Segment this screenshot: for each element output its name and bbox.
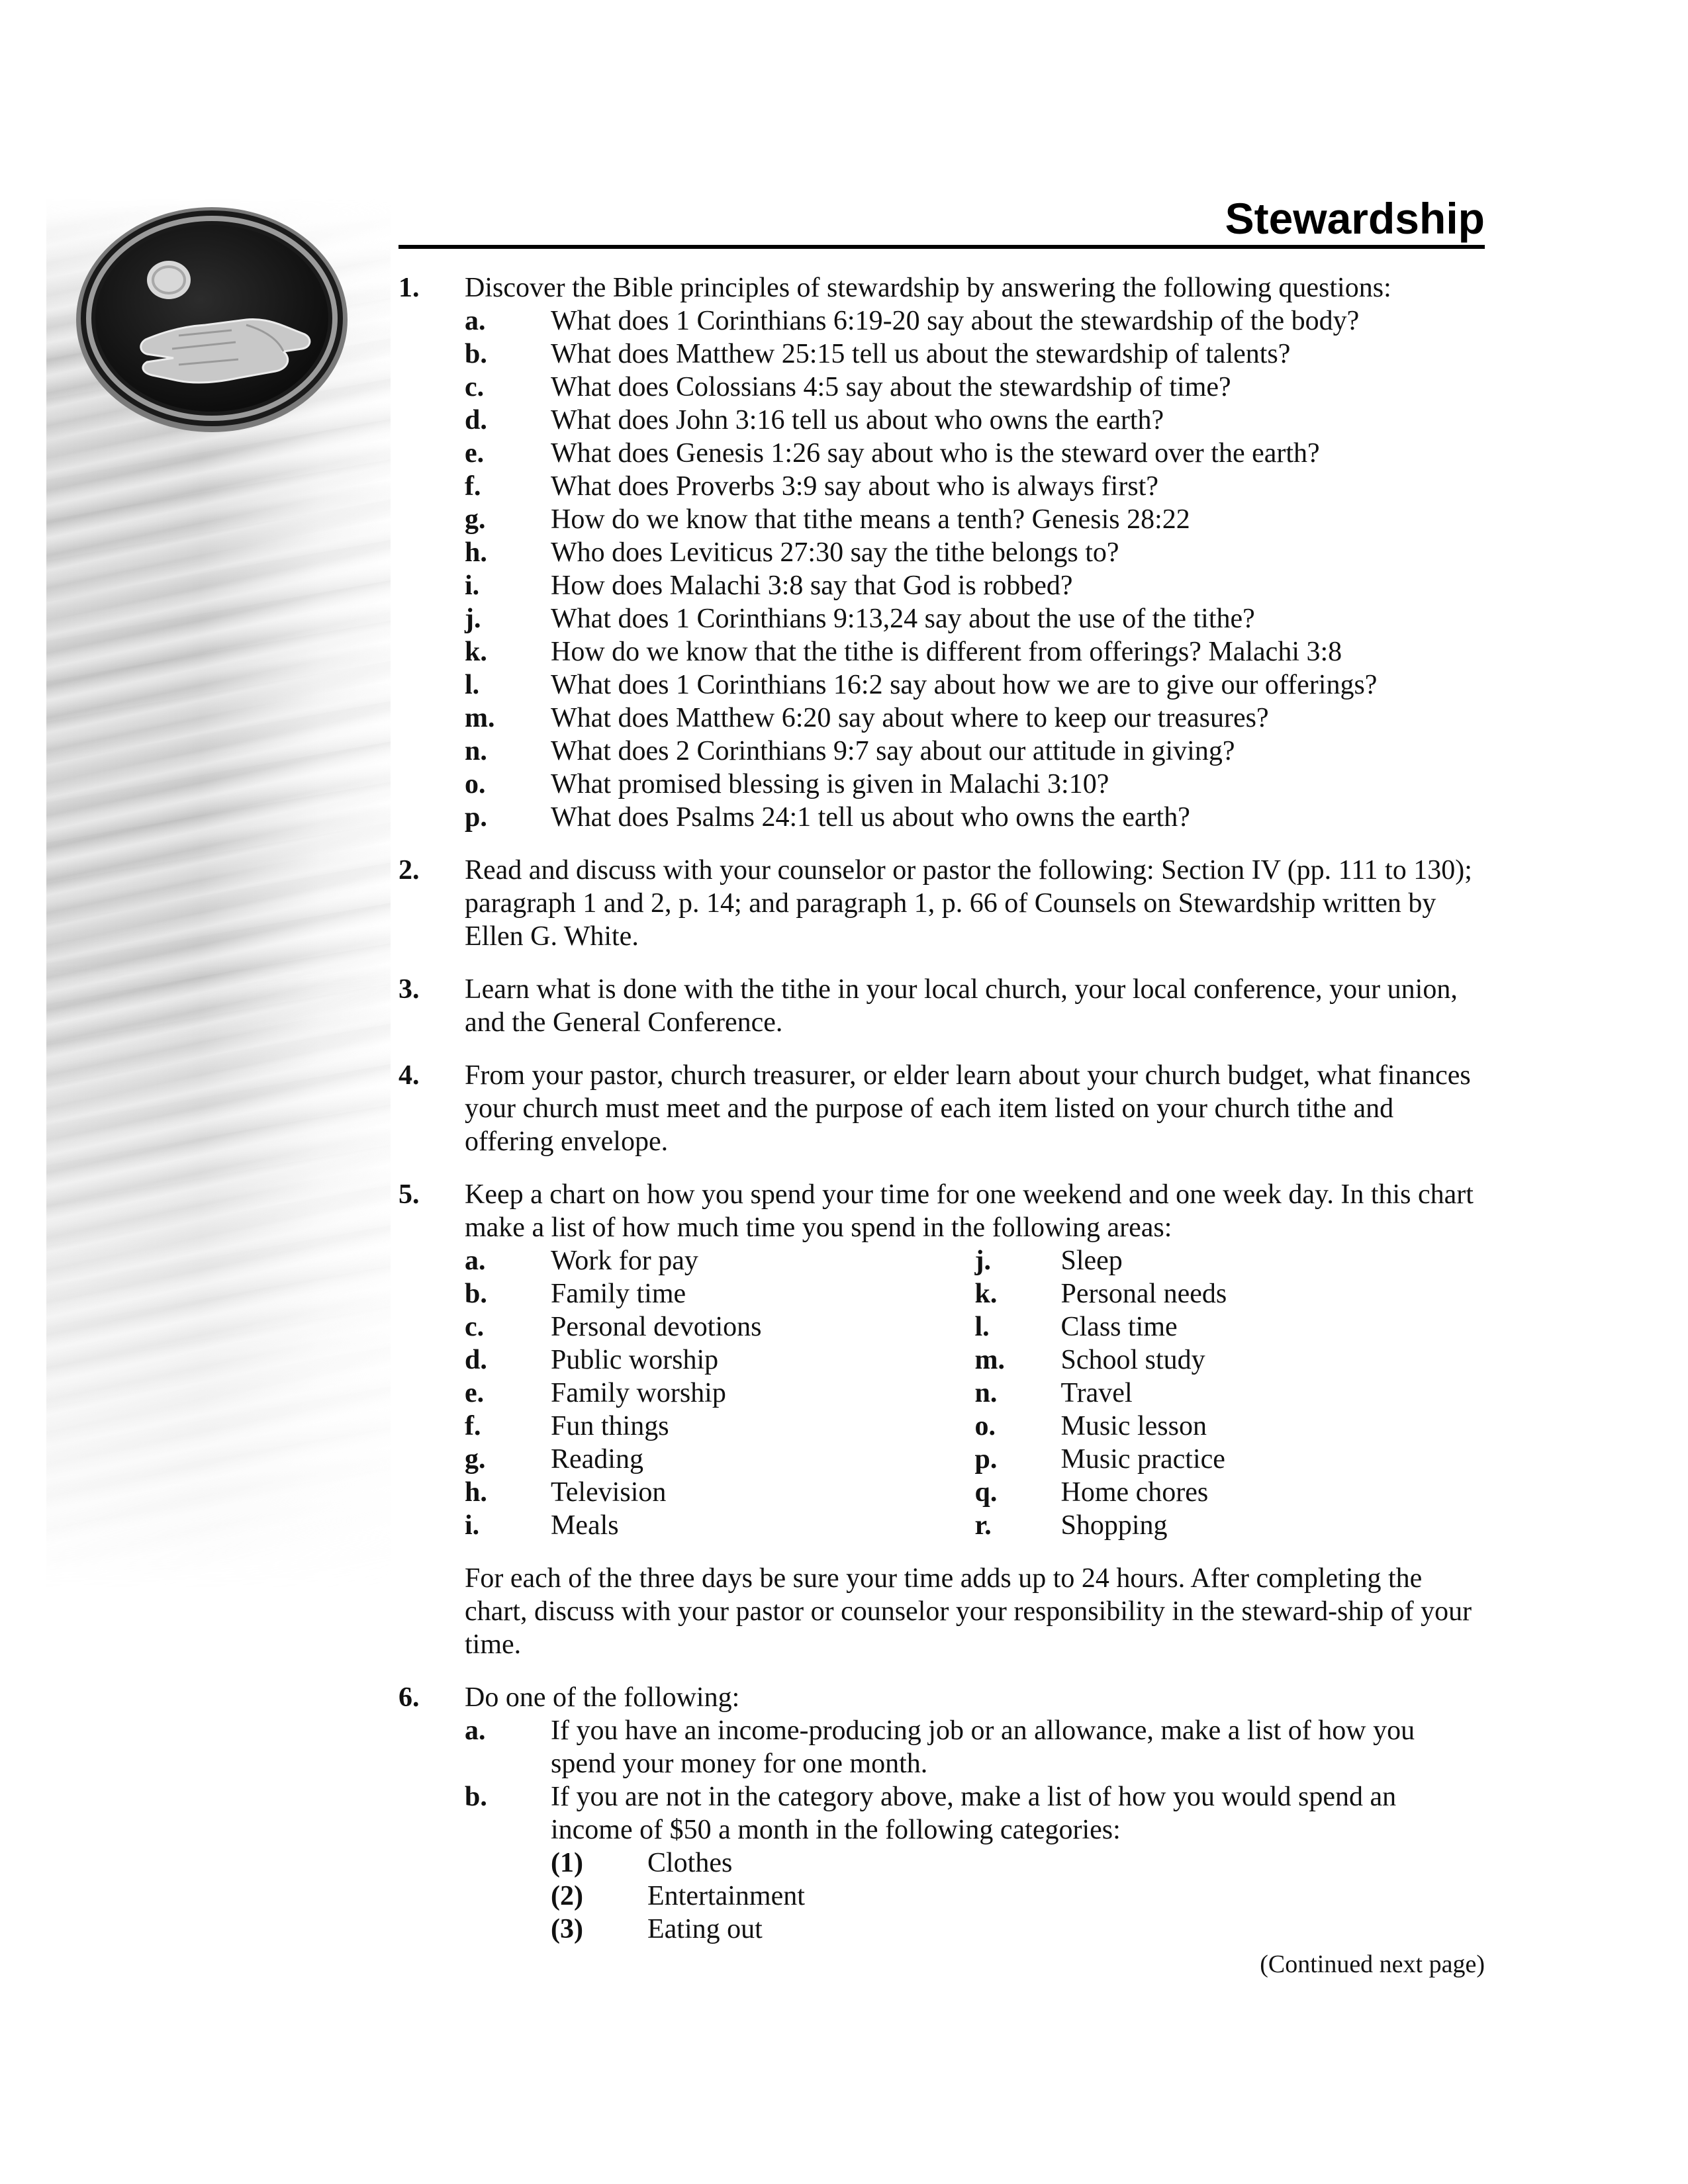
time-area (465, 1244, 975, 1277)
item-number: 4. (399, 1060, 420, 1091)
time-area-letter: b. (465, 1279, 487, 1309)
category-text: Eating out (647, 1914, 763, 1944)
time-area-text: Travel (1060, 1378, 1133, 1408)
time-areas-list (465, 1244, 1485, 1542)
time-area-text: School study (1060, 1345, 1205, 1375)
subitem (465, 702, 1485, 735)
time-area-letter: j. (974, 1246, 991, 1276)
time-area-letter: c. (465, 1312, 485, 1342)
item-text: Do one of the following: (465, 1682, 740, 1713)
subitem-text: How does Malachi 3:8 say that God is robbed? (551, 570, 1073, 601)
time-area-letter: h. (465, 1477, 487, 1508)
time-area-text: Sleep (1060, 1246, 1123, 1276)
time-area-text: Personal needs (1060, 1279, 1227, 1309)
time-area-text: Music practice (1060, 1444, 1225, 1475)
time-area (975, 1310, 1485, 1343)
item-text: Keep a chart on how you spend your time for one weekend and one week day. In this chart make a list of how much time you spend in the following areas: (465, 1179, 1474, 1243)
subitem-text: What does 1 Corinthians 16:2 say about how we are to give our offerings? (551, 670, 1378, 700)
subitem-letter: p. (465, 802, 487, 833)
item-text: Learn what is done with the tithe in your local church, your local conference, your union, and the General Conference. (465, 974, 1458, 1038)
time-area-text: Reading (551, 1444, 643, 1475)
item-text: Read and discuss with your counselor or pastor the following: Section IV (pp. 111 to 130); paragraph 1 and 2, p. 14; and paragraph 1, p. 66 of Counsels on Stewardship written by Ellen G. White. (465, 855, 1472, 952)
time-area-letter: p. (974, 1444, 998, 1475)
subitem (465, 1780, 1485, 1946)
subitem-text: What does 2 Corinthians 9:7 say about our attitude in giving? (551, 736, 1235, 766)
time-area (465, 1509, 975, 1542)
time-areas-left-column (465, 1244, 975, 1542)
item-number: 1. (399, 273, 420, 303)
time-area-text: Home chores (1060, 1477, 1209, 1508)
spending-category (551, 1846, 1485, 1880)
time-area (465, 1443, 975, 1476)
time-area (975, 1476, 1485, 1509)
subitem (465, 536, 1485, 569)
time-area-letter: o. (974, 1411, 996, 1441)
subitem-text: What does 1 Corinthians 9:13,24 say about the use of the tithe? (551, 604, 1255, 634)
subitem-letter: h. (465, 537, 487, 568)
subitem-letter: e. (465, 438, 485, 469)
time-area (975, 1377, 1485, 1410)
subitem-letter: d. (465, 405, 487, 435)
time-area (465, 1343, 975, 1377)
subitem (465, 801, 1485, 834)
subitem-text: What does Colossians 4:5 say about the stewardship of time? (551, 372, 1231, 402)
subitem-text: What does Proverbs 3:9 say about who is always first? (551, 471, 1158, 502)
subitem-text: If you are not in the category above, make a list of how you would spend an income of $50 a month in the following categories: (551, 1782, 1397, 1845)
time-area (975, 1410, 1485, 1443)
time-area (465, 1476, 975, 1509)
time-area-text: Class time (1060, 1312, 1178, 1342)
requirement-2 (399, 854, 1485, 953)
subitem (465, 503, 1485, 536)
subitem-text: What does Matthew 25:15 tell us about the stewardship of talents? (551, 339, 1291, 369)
subitem-letter: a. (465, 1715, 486, 1746)
item-number: 2. (399, 855, 420, 886)
time-area (975, 1277, 1485, 1310)
subitem-letter: l. (465, 670, 480, 700)
time-area (465, 1277, 975, 1310)
time-area-text: Television (551, 1477, 667, 1508)
time-area-letter: d. (465, 1345, 487, 1375)
subitem-letter: k. (465, 637, 487, 667)
time-area-text: Music lesson (1060, 1411, 1207, 1441)
subitem-text: If you have an income-producing job or an allowance, make a list of how you spend your money for one month. (551, 1715, 1415, 1779)
time-area (975, 1343, 1485, 1377)
page-title: Stewardship (1225, 194, 1485, 243)
subitem-letter: i. (465, 570, 480, 601)
subitem-text: What does 1 Corinthians 6:19-20 say about the stewardship of the body? (551, 306, 1360, 336)
subitem-letter: m. (465, 703, 495, 733)
subitem (465, 404, 1485, 437)
category-text: Entertainment (647, 1881, 805, 1911)
spending-category (551, 1880, 1485, 1913)
time-areas-right-column (975, 1244, 1485, 1542)
time-area-letter: q. (974, 1477, 998, 1508)
subitem-text: What does Psalms 24:1 tell us about who owns the earth? (551, 802, 1190, 833)
subitem-text: What promised blessing is given in Malachi 3:10? (551, 769, 1109, 799)
subitem (465, 735, 1485, 768)
continued-note: (Continued next page) (1260, 1950, 1485, 1978)
subitem (465, 371, 1485, 404)
subitem (465, 1714, 1485, 1780)
requirement-3 (399, 973, 1485, 1039)
requirements-list (399, 271, 1485, 1966)
category-text: Clothes (647, 1848, 733, 1878)
time-area-letter: f. (465, 1411, 481, 1441)
subitem-letter: b. (465, 1782, 487, 1812)
time-area-letter: i. (465, 1510, 480, 1541)
subitem-text: What does Genesis 1:26 say about who is the steward over the earth? (551, 438, 1320, 469)
time-area-text: Fun things (551, 1411, 669, 1441)
subitem-text: What does Matthew 6:20 say about where to keep our treasures? (551, 703, 1269, 733)
item-number: 6. (399, 1682, 420, 1713)
subitem-letter: g. (465, 504, 486, 535)
subitem-text: How do we know that the tithe is different from offerings? Malachi 3:8 (551, 637, 1342, 667)
time-area-letter: k. (974, 1279, 998, 1309)
time-area-letter: r. (974, 1510, 992, 1541)
time-area (975, 1443, 1485, 1476)
time-area-text: Personal devotions (551, 1312, 762, 1342)
time-area (465, 1377, 975, 1410)
time-chart-note: For each of the three days be sure your time adds up to 24 hours. After completing the chart, discuss with your pastor or counselor your responsibility in the steward-ship of your time. (465, 1563, 1472, 1660)
time-area (975, 1244, 1485, 1277)
subitem-text: How do we know that tithe means a tenth? Genesis 28:22 (551, 504, 1190, 535)
subitem-letter: o. (465, 769, 486, 799)
time-area-text: Family time (551, 1279, 686, 1309)
time-area-text: Public worship (551, 1345, 719, 1375)
time-area-letter: m. (974, 1345, 1005, 1375)
subitem (465, 668, 1485, 702)
category-label: (3) (551, 1914, 583, 1944)
time-area-text: Work for pay (551, 1246, 698, 1276)
requirement-4 (399, 1059, 1485, 1158)
subitem-text: Who does Leviticus 27:30 say the tithe belongs to? (551, 537, 1119, 568)
time-area (465, 1410, 975, 1443)
category-label: (2) (551, 1881, 583, 1911)
time-area-text: Shopping (1060, 1510, 1168, 1541)
spending-category (551, 1913, 1485, 1946)
subitem (465, 569, 1485, 602)
hand-coin-badge-icon (73, 195, 357, 440)
category-label: (1) (551, 1848, 583, 1878)
subitem-letter: f. (465, 471, 481, 502)
subitem (465, 437, 1485, 470)
subitem-letter: n. (465, 736, 487, 766)
requirement-1 (399, 271, 1485, 834)
title-divider (399, 245, 1485, 249)
subitem (465, 768, 1485, 801)
item-text: Discover the Bible principles of stewardship by answering the following questions: (465, 273, 1391, 303)
subitem (465, 338, 1485, 371)
subitem (465, 635, 1485, 668)
item-number: 5. (399, 1179, 420, 1210)
time-area-text: Meals (551, 1510, 619, 1541)
subitem (465, 602, 1485, 635)
subitem-text: What does John 3:16 tell us about who owns the earth? (551, 405, 1164, 435)
time-area-letter: n. (974, 1378, 998, 1408)
time-area-letter: a. (465, 1246, 486, 1276)
time-area-text: Family worship (551, 1378, 726, 1408)
requirement-6 (399, 1681, 1485, 1946)
time-area-letter: l. (974, 1312, 990, 1342)
time-area-letter: g. (465, 1444, 486, 1475)
time-area (975, 1509, 1485, 1542)
subitem-letter: b. (465, 339, 487, 369)
subitem-letter: c. (465, 372, 485, 402)
time-area-letter: e. (465, 1378, 485, 1408)
subitem (465, 470, 1485, 503)
time-area (465, 1310, 975, 1343)
subitem (465, 304, 1485, 338)
item-text: From your pastor, church treasurer, or elder learn about your church budget, what finances your church must meet and the purpose of each item listed on your church tithe and offering envelope. (465, 1060, 1471, 1157)
subitem-letter: j. (465, 604, 481, 634)
item-number: 3. (399, 974, 420, 1005)
subitem-letter: a. (465, 306, 486, 336)
requirement-5 (399, 1178, 1485, 1661)
